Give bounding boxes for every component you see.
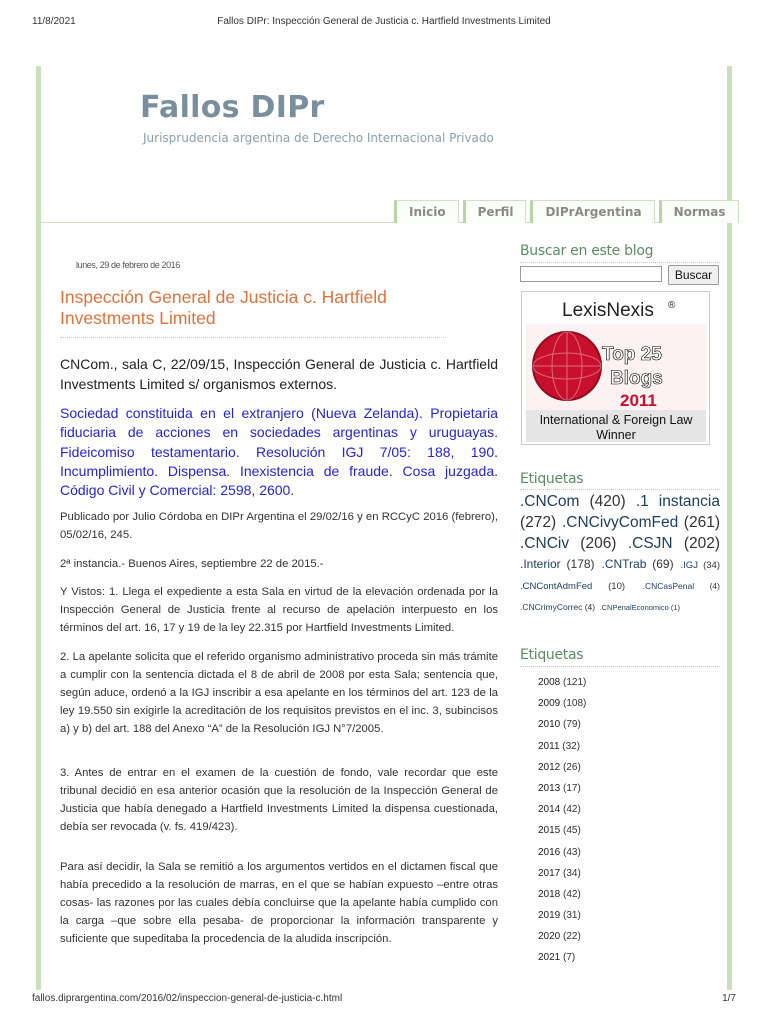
label-count: (1) (668, 602, 680, 612)
nav-tab-normas[interactable]: Normas (659, 200, 739, 223)
archive-count: (26) (560, 761, 581, 773)
archive-count: (34) (560, 867, 581, 879)
nav-tab-diprargentina[interactable]: DIPrArgentina (530, 200, 654, 223)
label-count: (34) (697, 560, 720, 572)
badge-line2: Blogs (610, 368, 663, 389)
post-paragraph-3: 3. Antes de entrar en el examen de la cuestión de fondo, vale recordar que este tribunal decidió en esa anterior ocasión que la resolución de la Inspección General de Justicia que había denegado a Hartfield Investments Limited la dispensa cuestionada, debía ser revocada (v. fs. 419/423). (60, 767, 498, 833)
label-count: (272) (520, 513, 557, 531)
archive-year[interactable]: 2015 (538, 825, 561, 837)
label-link[interactable]: .CNPenalEconomico (599, 602, 669, 612)
label-count: (4) (582, 601, 596, 612)
print-url: fallos.diprargentina.com/2016/02/inspeccion-general-de-justicia-c.html (32, 993, 343, 1004)
label-item (602, 557, 674, 571)
label-item (520, 581, 625, 592)
label-link[interactable]: .CNCom (520, 493, 580, 510)
search-input[interactable] (520, 266, 662, 282)
archive-item[interactable] (538, 778, 718, 799)
archive-year[interactable]: 2019 (538, 910, 561, 922)
label-item (681, 560, 720, 571)
archive-year[interactable]: 2017 (538, 867, 561, 879)
post-title[interactable]: Inspección General de Justicia c. Hartfield Investments Limited (60, 287, 446, 338)
top-nav (390, 200, 739, 222)
badge-brand: LexisNexis (562, 300, 654, 321)
label-link[interactable]: .CNCivyComFed (561, 513, 679, 531)
nav-tab-inicio[interactable]: Inicio (394, 200, 459, 223)
label-count: (420) (579, 493, 626, 510)
archive-year[interactable]: 2014 (538, 804, 561, 816)
nav-tab-perfil[interactable]: Perfil (463, 200, 527, 223)
archive-count: (42) (560, 888, 581, 900)
label-count: (206) (569, 534, 617, 552)
post-intro: CNCom., sala C, 22/09/15, Inspección General de Justicia c. Hartfield Investments Limited s/ organismos externos. (60, 356, 498, 392)
label-count: (4) (694, 581, 720, 592)
post-paragraph-2: 2. La apelante solicita que el referido organismo administrativo proceda sin más trámite a cumplir con la sentencia dictada el 8 de abril de 2008 por esta Sala; sentencia que, según aduce, ordenó a la IGJ inscribir a esa apelante en los términos del art. 123 de la ley 19.550 sin exigirle la acreditación de los requisitos previstos en el inc. 3, subincisos a) y b) del art. 188 del Anexo “A” de la Resolución IGJ N°7/2005. (60, 651, 498, 735)
label-item (520, 493, 626, 510)
archive-year[interactable]: 2009 (538, 698, 561, 710)
badge-reg: ® (668, 300, 676, 311)
archive-item[interactable] (538, 842, 718, 863)
archive-item[interactable] (538, 947, 718, 968)
labels-heading: Etiquetas (520, 471, 584, 487)
archive-item[interactable] (538, 926, 718, 947)
label-link[interactable]: .CNCiv (520, 534, 570, 552)
archive-count: (7) (560, 952, 576, 964)
search-button[interactable]: Buscar (668, 265, 719, 285)
archive-year[interactable]: 2020 (538, 931, 561, 943)
label-link[interactable]: .CNTrab (601, 557, 647, 572)
post-instance: 2ª instancia.- Buenos Aires, septiembre 22 de 2015.- (60, 558, 324, 570)
label-item (520, 557, 595, 571)
label-link[interactable]: .IGJ (680, 560, 698, 572)
label-item (562, 514, 720, 531)
label-link[interactable]: .1 instancia (635, 493, 720, 510)
print-date: 11/8/2021 (32, 16, 76, 27)
blog-title[interactable]: Fallos DIPr (140, 90, 325, 125)
post-date: lunes, 29 de febrero de 2016 (76, 260, 180, 270)
print-footer (0, 993, 768, 1007)
search-heading-divider (520, 262, 720, 263)
archive-year[interactable]: 2011 (538, 740, 560, 752)
archive-heading: Etiquetas (520, 647, 584, 663)
archive-year[interactable]: 2008 (538, 677, 561, 688)
label-item (520, 535, 616, 552)
badge-caption-1: International & Foreign Law (539, 413, 693, 427)
label-item (520, 602, 595, 612)
label-item (628, 535, 720, 552)
badge-year: 2011 (620, 391, 657, 410)
archive-item[interactable] (538, 863, 718, 884)
badge-caption-2: Winner (596, 428, 636, 442)
post-topics: Sociedad constituida en el extranjero (Nueva Zelanda). Propietaria fiduciaria de acciones en sociedades argentinas y uruguayas. Fideicomiso testamentario. Resolución IGJ 7/05: 188, 190. Incumplimiento. Dispensa. Inexistencia de fraude. Cosa juzgada. Código Civil y Comercial: 2598, 2600. (60, 405, 498, 499)
post-paragraph-1: Y Vistos: 1. Llega el expediente a esta Sala en virtud de la elevación ordenada por la Inspección General de Justicia frente al recurso de apelación interpuesto en los términos del art. 16, 17 y 19 de la ley 22.315 por Hartfield Investments Limited. (60, 586, 498, 634)
label-count: (10) (592, 581, 626, 593)
print-header (0, 16, 768, 30)
archive-item[interactable] (538, 714, 718, 735)
archive-count: (45) (560, 825, 581, 837)
archive-item[interactable] (538, 799, 718, 820)
label-item (600, 603, 680, 612)
label-count: (261) (678, 513, 720, 531)
archive-count: (42) (560, 804, 581, 816)
archive-count: (22) (560, 931, 581, 943)
archive-item[interactable] (538, 905, 718, 926)
archive-count: (121) (560, 677, 587, 688)
archive-count: (17) (560, 782, 581, 794)
label-link[interactable]: .CNCrimyCorrec (520, 601, 583, 612)
archive-year[interactable]: 2021 (538, 952, 561, 964)
archive-count: (79) (560, 719, 581, 731)
post-paragraph-4: Para así decidir, la Sala se remitió a los argumentos vertidos en el dictamen fiscal que había precedido a la resolución de marras, en el que se habían expuesto –entre otras cosas- las razones por las cuales debía concluirse que la apelante había cumplido con la carga –que sobre ella pesaba- de proporcionar la información transparente y suficiente que supeditaba la procedencia de la aludida inscripción. (60, 861, 498, 945)
archive-item[interactable] (538, 820, 718, 841)
blog-description: Jurisprudencia argentina de Derecho Internacional Privado (143, 131, 494, 145)
label-cloud (520, 492, 720, 617)
archive-count: (32) (559, 740, 581, 752)
label-link[interactable]: .CNCasPenal (642, 581, 695, 592)
archive-item[interactable] (538, 736, 718, 757)
archive-item[interactable] (538, 693, 718, 714)
label-link[interactable]: .Interior (520, 557, 561, 572)
archive-item[interactable] (538, 757, 718, 778)
archive-heading-divider (520, 666, 720, 667)
label-count: (202) (672, 534, 721, 552)
archive-year[interactable]: 2016 (538, 846, 561, 858)
label-link[interactable]: .CSJN (627, 534, 673, 552)
archive-item[interactable] (538, 672, 718, 693)
label-link[interactable]: .CNContAdmFed (520, 581, 593, 593)
archive-item[interactable] (538, 884, 718, 905)
archive-list (538, 672, 718, 969)
lexisnexis-badge[interactable] (521, 291, 710, 445)
archive-year[interactable]: 2018 (538, 888, 561, 900)
search-heading: Buscar en este blog (520, 243, 654, 259)
archive-count: (43) (560, 846, 581, 858)
labels-heading-divider (520, 489, 720, 490)
label-item (643, 581, 720, 591)
post-published-note: Publicado por Julio Córdoba en DIPr Argentina el 29/02/16 y en RCCyC 2016 (febrero), 05/02/16, 245. (60, 511, 498, 541)
label-count: (69) (646, 557, 674, 572)
label-count: (178) (560, 557, 595, 572)
archive-year[interactable]: 2010 (538, 719, 561, 731)
print-page-number: 1/7 (722, 993, 736, 1004)
archive-count: (108) (560, 698, 587, 710)
archive-count: (31) (560, 910, 581, 922)
archive-year[interactable]: 2013 (538, 782, 561, 794)
archive-year[interactable]: 2012 (538, 761, 561, 773)
badge-graphic (522, 292, 709, 444)
print-title: Fallos DIPr: Inspección General de Justicia c. Hartfield Investments Limited (217, 16, 551, 27)
badge-line1: Top 25 (602, 344, 662, 365)
